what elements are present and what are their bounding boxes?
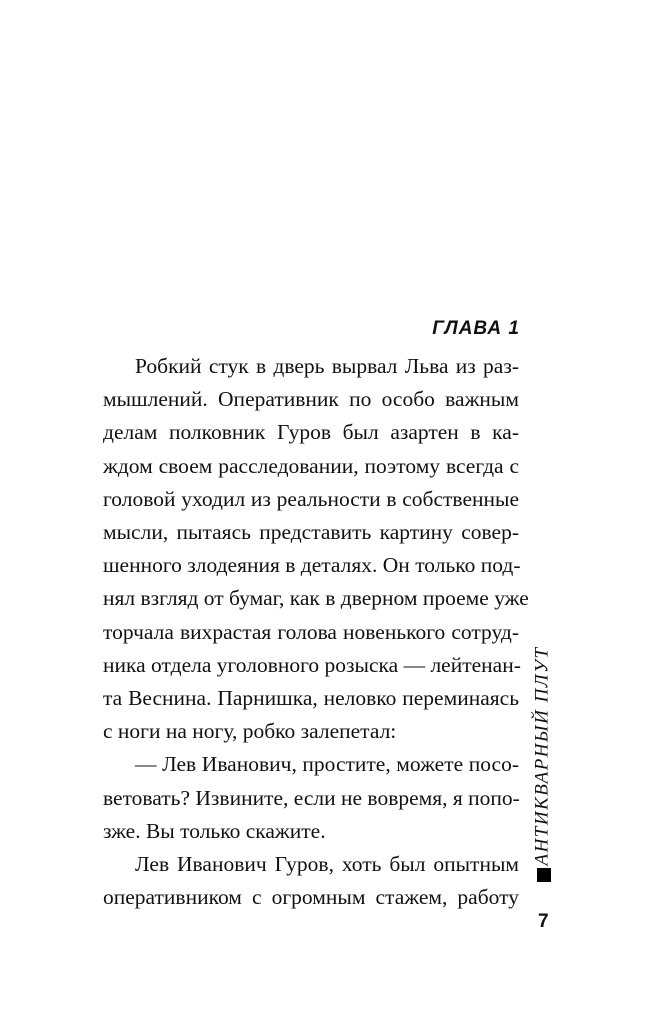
text-line: головой уходил из реальности в собственные xyxy=(103,486,519,511)
paragraph-1 xyxy=(103,350,529,748)
text-line: делам полковник Гуров был азартен в ка- xyxy=(103,420,519,445)
paragraph-2 xyxy=(103,748,519,848)
text-line: с ноги на ногу, робко залепетал: xyxy=(103,719,397,744)
text-line: зже. Вы только скажите. xyxy=(103,818,326,843)
text-line: мысли, пытаясь представить картину совер- xyxy=(103,520,519,545)
text-line: ника отдела уголовного розыска — лейтенан- xyxy=(103,652,521,677)
section-marker-square xyxy=(537,868,551,882)
text-line: оперативником с огромным стажем, работу xyxy=(103,885,519,910)
paragraph-3 xyxy=(103,848,519,914)
text-line: — Лев Иванович, простите, можете посо- xyxy=(135,752,519,777)
chapter-title: ГЛАВА 1 xyxy=(432,318,520,339)
text-line: Лев Иванович Гуров, хоть был опытным xyxy=(135,852,519,877)
body-text xyxy=(103,350,529,914)
text-line: нял взгляд от бумаг, как в дверном проеме уже xyxy=(103,586,529,611)
running-head xyxy=(530,646,556,866)
text-line: шенного злодеяния в деталях. Он только под- xyxy=(103,553,521,578)
text-line: Робкий стук в дверь вырвал Льва из раз- xyxy=(135,354,519,378)
text-line: та Веснина. Парнишка, неловко переминаясь xyxy=(103,686,519,711)
text-line: ждом своем расследовании, поэтому всегда с xyxy=(103,453,519,478)
text-line: мышлений. Оперативник по особо важным xyxy=(103,387,519,412)
running-head-text: АНТИКВАРНЫЙ ПЛУТ xyxy=(532,646,553,866)
page-number: 7 xyxy=(538,911,549,932)
text-line: торчала вихрастая голова новенького сотруд- xyxy=(103,619,519,644)
text-line: ветовать? Извините, если не вовремя, я попо- xyxy=(103,785,520,810)
